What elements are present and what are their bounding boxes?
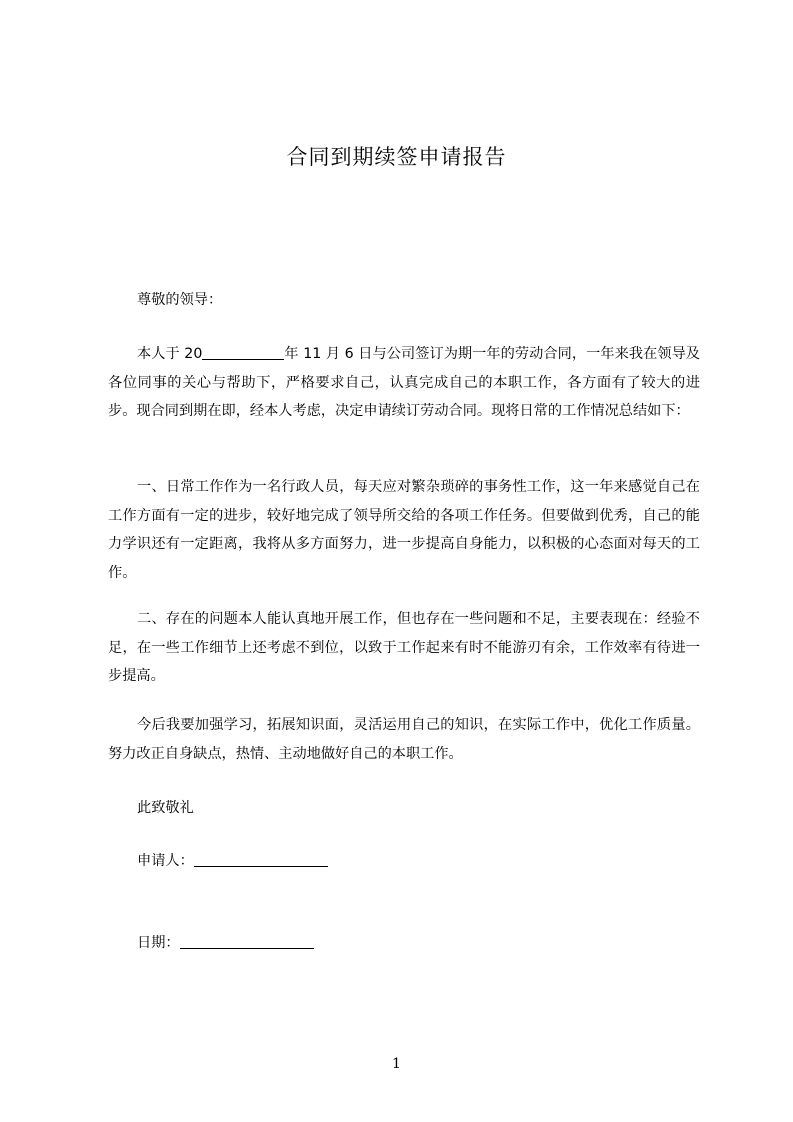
intro-paragraph [108,340,700,426]
applicant-signature-blank [194,850,328,867]
section-2-paragraph: 二、存在的问题本人能认真地开展工作，但也存在一些问题和不足，主要表现在：经验不足，在一些工作细节上还考虑不到位，以致于工作起来有时不能游刃有余，工作效率有待进一步提高。 [108,611,700,684]
intro-suffix: 年 11 月 6 日与公司签订为期一年的劳动合同，一年来我在领导及各位同事的关心与帮助下，严格要求自己，认真完成自己的本职工作，各方面有了较大的进步。现合同到期在即，经本人考虑，决定申请续订劳动合同。现将日常的工作情况总结如下： [108,346,700,419]
salutation: 尊敬的领导： [137,292,223,308]
section-3-paragraph: 今后我要加强学习，拓展知识面，灵活运用自己的知识，在实际工作中，优化工作质量。努力改正自身缺点，热情、主动地做好自己的本职工作。 [108,717,700,762]
date-label: 日期： [137,935,180,951]
applicant-line [137,847,328,876]
applicant-label: 申请人： [137,853,194,869]
page-number: 1 [392,1056,401,1072]
section-1-paragraph: 一、日常工作作为一名行政人员，每天应对繁杂琐碎的事务性工作，这一年来感觉自己在工作方面有一定的进步，较好地完成了领导所交给的各项工作任务。但要做到优秀，自己的能力学识还有一定距离，我将从多方面努力，进一步提高自身能力，以积极的心态面对每天的工作。 [108,479,700,581]
closing-line: 此致敬礼 [137,800,194,816]
date-line [137,929,314,958]
document-title: 合同到期续签申请报告 [286,145,507,169]
date-blank [180,932,314,949]
year-blank [202,343,284,360]
intro-prefix: 本人于 20 [137,346,203,362]
